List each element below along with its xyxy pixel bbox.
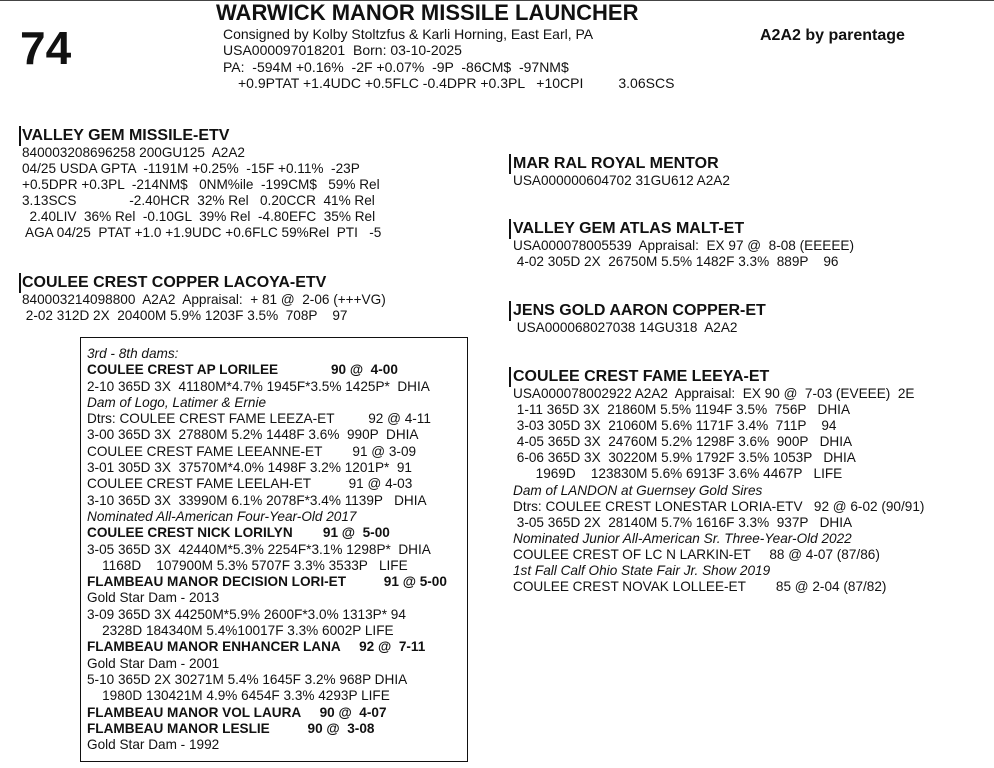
pedigree-bracket <box>509 367 511 387</box>
pedigree-bracket <box>19 126 21 146</box>
detail-line: 3.13SCS -2.40HCR 32% Rel 0.20CCR 41% Rel <box>22 193 375 209</box>
dam-dam-block <box>513 368 924 595</box>
dam-detail-line: Gold Star Dam - 2001 <box>87 655 220 671</box>
dam-detail-line: 3-10 365D 3X 33990M 6.1% 2078F*3.4% 1139P DHIA <box>87 492 427 508</box>
detail-line: AGA 04/25 PTAT +1.0 +1.9UDC +0.6FLC 59%Rel PTI -5 <box>22 225 382 241</box>
animal-name: WARWICK MANOR MISSILE LAUNCHER <box>216 0 639 25</box>
pedigree-bracket <box>509 154 511 174</box>
detail-line: USA000068027038 14GU318 A2A2 <box>513 320 738 335</box>
detail-line: 3-03 305D 3X 21060M 5.6% 1171F 3.4% 711P 94 <box>513 418 837 434</box>
sire-sire-block <box>513 155 730 189</box>
sire-dam-details <box>513 238 854 270</box>
dam-block <box>22 274 386 324</box>
dam-detail-line: Nominated All-American Four-Year-Old 2017 <box>87 508 357 524</box>
detail-line: Nominated Junior All-American Sr. Three-Year-Old 2022 <box>513 530 852 546</box>
detail-line: COULEE CREST NOVAK LOLLEE-ET 85 @ 2-04 (87/82) <box>513 579 887 595</box>
dam-sire-block <box>513 302 766 336</box>
detail-line: 3-05 365D 2X 28140M 5.7% 1616F 3.3% 937P DHIA <box>513 514 853 530</box>
sire-sire-name: MAR RAL ROYAL MENTOR <box>513 155 719 172</box>
detail-line: 04/25 USDA GPTA -1191M +0.25% -15F +0.11% -23P <box>22 161 360 177</box>
dam-detail-line: Gold Star Dam - 2013 <box>87 590 220 606</box>
dam-detail-line: 3-05 365D 3X 42440M*5.3% 2254F*3.1% 1298P* DHIA <box>87 541 431 557</box>
pedigree-bracket <box>509 219 511 239</box>
sire-sire-details <box>513 173 730 189</box>
pa-line-1: PA: -594M +0.16% -2F +0.07% -9P -86CM$ -97NM$ <box>223 59 569 75</box>
detail-line: 6-06 365D 3X 30220M 5.9% 1792F 3.5% 1053P DHIA <box>513 450 856 466</box>
dam-detail-line: Dtrs: COULEE CREST FAME LEEZA-ET 92 @ 4-11 <box>87 411 431 427</box>
detail-line: COULEE CREST OF LC N LARKIN-ET 88 @ 4-07 (87/86) <box>513 546 880 562</box>
dam-detail-line: 2328D 184340M 5.4%10017F 3.3% 6002P LIFE <box>87 623 394 639</box>
dam-name: COULEE CREST COPPER LACOYA-ETV <box>22 274 327 291</box>
dam-detail-line: 5-10 365D 2X 30271M 5.4% 1645F 3.2% 968P DHIA <box>87 671 408 687</box>
detail-line: Dtrs: COULEE CREST LONESTAR LORIA-ETV 92 @ 6-02 (90/91) <box>513 498 925 514</box>
dam-dam-details <box>513 386 924 595</box>
dam-dam-name: COULEE CREST FAME LEEYA-ET <box>513 368 770 385</box>
sire-details <box>22 145 381 242</box>
sire-dam-name: VALLEY GEM ATLAS MALT-ET <box>513 220 745 237</box>
dam-detail-line: Dam of Logo, Latimer & Ernie <box>87 394 267 410</box>
detail-line: USA000078005539 Appraisal: EX 97 @ 8-08 (EEEEE) <box>513 238 855 253</box>
dam-detail-line: 3-09 365D 3X 44250M*5.9% 2600F*3.0% 1313P* 94 <box>87 606 406 622</box>
dam-detail-line: 3-01 305D 3X 37570M*4.0% 1498F 3.2% 1201P* 91 <box>87 460 412 476</box>
ancestor-dam-name: FLAMBEAU MANOR ENHANCER LANA 92 @ 7-11 <box>87 639 426 655</box>
registration-born: USA000097018201 Born: 03-10-2025 <box>223 42 462 58</box>
sire-name: VALLEY GEM MISSILE-ETV <box>22 127 230 144</box>
sire-block <box>22 127 381 242</box>
detail-line: 1969D 123830M 5.6% 6913F 3.6% 4467P LIFE <box>513 466 843 482</box>
dam-detail-line: 2-10 365D 3X 41180M*4.7% 1945F*3.5% 1425P* DHIA <box>87 378 430 394</box>
dam-detail-line: COULEE CREST FAME LEELAH-ET 91 @ 4-03 <box>87 476 413 492</box>
detail-line: +0.5DPR +0.3PL -214NM$ 0NM%ile -199CM$ 59% Rel <box>22 177 380 193</box>
ancestor-dam-name: FLAMBEAU MANOR VOL LAURA 90 @ 4-07 <box>87 704 387 720</box>
detail-line: Dam of LANDON at Guernsey Gold Sires <box>513 482 763 498</box>
ancestor-dam-name: FLAMBEAU MANOR DECISION LORI-ET 91 @ 5-00 <box>87 574 447 590</box>
dam-details <box>22 292 386 324</box>
dam-detail-line: Gold Star Dam - 1992 <box>87 737 220 753</box>
pedigree-bracket <box>19 273 21 293</box>
detail-line: 1st Fall Calf Ohio State Fair Jr. Show 2019 <box>513 563 771 579</box>
pa-line-2: +0.9PTAT +1.4UDC +0.5FLC -0.4DPR +0.3PL +10CPI 3.06SCS <box>238 75 675 91</box>
ancestor-dam-name: COULEE CREST AP LORILEE 90 @ 4-00 <box>87 362 398 378</box>
detail-line: 1-11 365D 3X 21860M 5.5% 1194F 3.5% 756P DHIA <box>513 402 851 418</box>
dam-sire-name: JENS GOLD AARON COPPER-ET <box>513 302 766 319</box>
beta-casein-status: A2A2 by parentage <box>760 27 905 44</box>
consigned-by: Consigned by Kolby Stoltzfus & Karli Horning, East Earl, PA <box>223 26 594 42</box>
detail-line: 840003214098800 A2A2 Appraisal: + 81 @ 2-06 (+++VG) <box>22 292 386 307</box>
pedigree-bracket <box>509 301 511 321</box>
dam-sire-details <box>513 320 766 336</box>
dam-detail-line: 1168D 107900M 5.3% 5707F 3.3% 3533P LIFE <box>87 557 408 573</box>
dam-detail-line: 3-00 365D 3X 27880M 5.2% 1448F 3.6% 990P DHIA <box>87 427 419 443</box>
ancestor-dam-name: FLAMBEAU MANOR LESLIE 90 @ 3-08 <box>87 720 375 736</box>
sire-dam-block <box>513 220 854 270</box>
dam-detail-line: 1980D 130421M 4.9% 6454F 3.3% 4293P LIFE <box>87 688 390 704</box>
detail-line: 2-02 312D 2X 20400M 5.9% 1203F 3.5% 708P 97 <box>22 308 348 324</box>
detail-line: USA000078002922 A2A2 Appraisal: EX 90 @ 7-03 (EVEEE) 2E <box>513 386 915 401</box>
detail-line: 840003208696258 200GU125 A2A2 <box>22 145 245 160</box>
detail-line: 2.40LIV 36% Rel -0.10GL 39% Rel -4.80EFC 35% Rel <box>22 209 376 225</box>
ancestor-dam-name: COULEE CREST NICK LORILYN 91 @ 5-00 <box>87 525 390 541</box>
dam-detail-line: COULEE CREST FAME LEEANNE-ET 91 @ 3-09 <box>87 443 417 459</box>
lot-number: 74 <box>20 22 72 74</box>
dams-box-content <box>87 346 447 753</box>
detail-line: 4-02 305D 2X 26750M 5.5% 1482F 3.3% 889P 96 <box>513 254 839 270</box>
detail-line: USA000000604702 31GU612 A2A2 <box>513 173 730 188</box>
dam-detail-line: 3rd - 8th dams: <box>87 346 179 361</box>
detail-line: 4-05 365D 3X 24760M 5.2% 1298F 3.6% 900P DHIA <box>513 434 853 450</box>
